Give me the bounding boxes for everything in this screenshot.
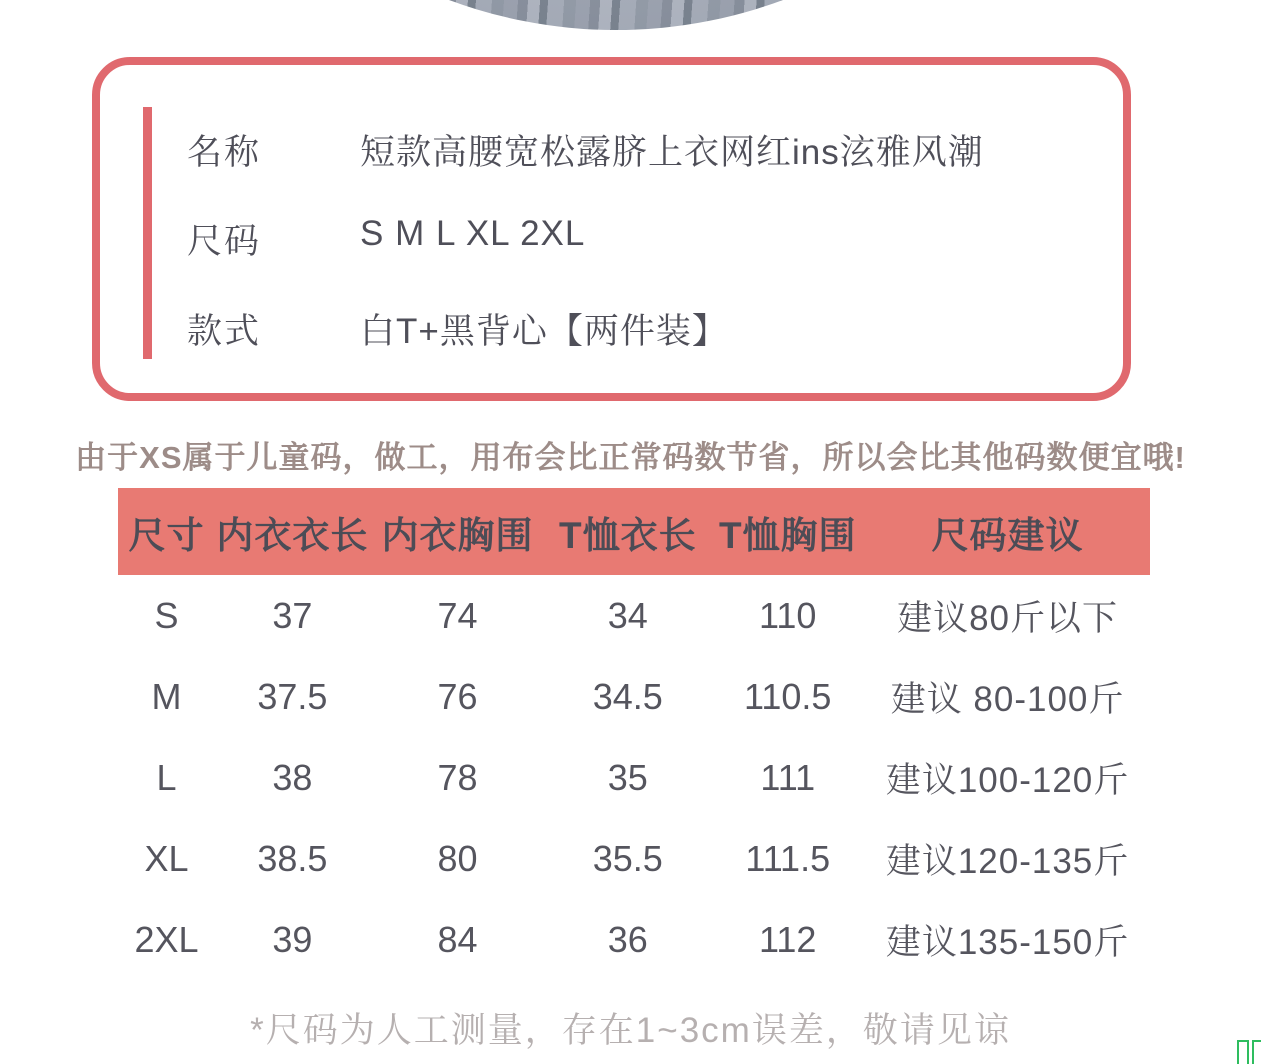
cell-size: XL bbox=[144, 837, 189, 879]
cell-tshirt-length: 34.5 bbox=[592, 675, 663, 717]
cell-inner-length: 37.5 bbox=[257, 675, 328, 717]
cell-size: S bbox=[154, 594, 179, 636]
header-cell-tshirt-bust: T恤胸围 bbox=[718, 514, 857, 556]
missing-glyph-box bbox=[1252, 1040, 1261, 1064]
size-table-header bbox=[118, 488, 1150, 575]
table-row-m bbox=[118, 656, 1150, 737]
header-cell-inner-bust: 内衣胸围 bbox=[381, 514, 534, 556]
spec-label-size: 尺码 bbox=[187, 222, 262, 261]
cell-tshirt-bust: 112 bbox=[759, 918, 817, 960]
cell-tshirt-length: 34 bbox=[607, 594, 648, 636]
header-cell-size: 尺寸 bbox=[128, 514, 205, 556]
cell-suggestion: 建议 80-100斤 bbox=[890, 679, 1125, 719]
cell-tshirt-length: 35 bbox=[607, 756, 648, 798]
spec-value-style: 白T+黑背心【两件装】 bbox=[360, 312, 728, 351]
spec-value-size: S M L XL 2XL bbox=[360, 214, 586, 253]
cell-tshirt-bust: 111 bbox=[760, 756, 816, 798]
table-row-l bbox=[118, 737, 1150, 818]
size-table-body bbox=[118, 575, 1150, 980]
missing-glyph-boxes bbox=[1237, 1040, 1261, 1064]
spec-value-name: 短款高腰宽松露脐上衣网红ins泫雅风潮 bbox=[360, 133, 984, 172]
cell-tshirt-length: 36 bbox=[607, 918, 648, 960]
cell-tshirt-length: 35.5 bbox=[592, 837, 663, 879]
cell-inner-bust: 74 bbox=[437, 594, 478, 636]
cell-size: M bbox=[151, 675, 182, 717]
cell-suggestion: 建议120-135斤 bbox=[885, 841, 1130, 881]
measurement-disclaimer: *尺码为人工测量，存在1~3cm误差，敬请见谅 bbox=[250, 1011, 1011, 1050]
header-cell-tshirt-length: T恤衣长 bbox=[558, 514, 697, 556]
size-table bbox=[118, 488, 1150, 980]
spec-label-name: 名称 bbox=[187, 133, 262, 172]
cell-size: 2XL bbox=[134, 918, 199, 960]
cell-size: L bbox=[156, 756, 177, 798]
product-info-card bbox=[92, 57, 1131, 401]
missing-glyph-box bbox=[1237, 1040, 1249, 1064]
cell-tshirt-bust: 110.5 bbox=[744, 675, 832, 717]
cell-inner-length: 38.5 bbox=[257, 837, 328, 879]
spec-row-size bbox=[100, 214, 1123, 261]
cell-suggestion: 建议135-150斤 bbox=[885, 922, 1130, 962]
table-row-s bbox=[118, 575, 1150, 656]
product-photo bbox=[136, 0, 1096, 30]
cell-inner-bust: 76 bbox=[437, 675, 478, 717]
spec-row-name bbox=[100, 125, 1123, 172]
spec-row-style bbox=[100, 304, 1123, 351]
cell-tshirt-bust: 110 bbox=[759, 594, 817, 636]
cell-inner-length: 39 bbox=[272, 918, 313, 960]
spec-label-style: 款式 bbox=[187, 312, 262, 351]
table-row-2xl bbox=[118, 899, 1150, 980]
cell-tshirt-bust: 111.5 bbox=[745, 837, 831, 879]
header-cell-suggestion: 尺码建议 bbox=[931, 514, 1084, 556]
cell-inner-length: 37 bbox=[272, 594, 313, 636]
table-row-xl bbox=[118, 818, 1150, 899]
cell-suggestion: 建议80斤以下 bbox=[897, 598, 1119, 638]
xs-size-notice: 由于XS属于儿童码，做工，用布会比正常码数节省，所以会比其他码数便宜哦! bbox=[75, 440, 1186, 475]
cell-inner-bust: 78 bbox=[437, 756, 478, 798]
header-cell-inner-length: 内衣衣长 bbox=[216, 514, 369, 556]
cell-inner-bust: 80 bbox=[437, 837, 478, 879]
cell-suggestion: 建议100-120斤 bbox=[885, 760, 1130, 800]
cell-inner-bust: 84 bbox=[437, 918, 478, 960]
cell-inner-length: 38 bbox=[272, 756, 313, 798]
